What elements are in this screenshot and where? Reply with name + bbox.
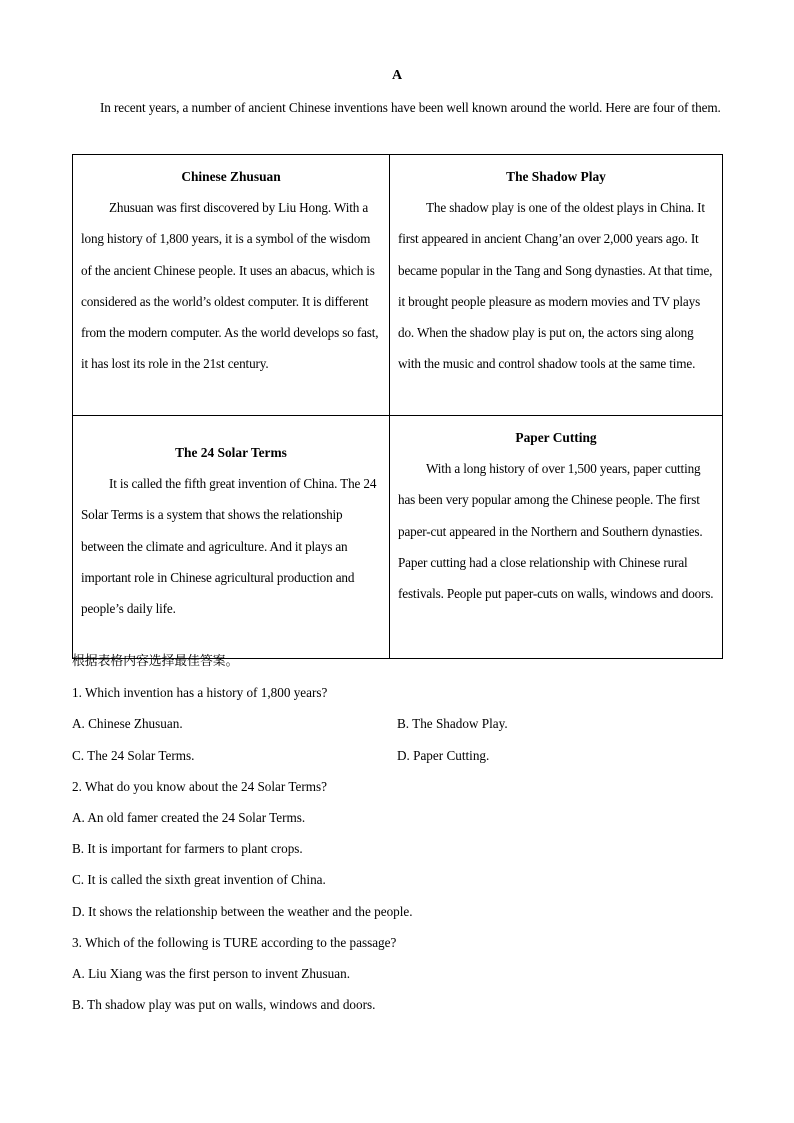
option-a[interactable]: A. Chinese Zhusuan. [72, 716, 183, 732]
instruction-text: 根据表格内容选择最佳答案。 [72, 654, 239, 669]
question-3 [72, 927, 722, 1021]
question-2 [72, 771, 722, 927]
cell-title: Paper Cutting [515, 430, 597, 445]
option-c[interactable]: C. It is called the sixth great invention of China. [72, 872, 326, 888]
cell-title: Chinese Zhusuan [181, 169, 281, 184]
intro-paragraph: In recent years, a number of ancient Chinese inventions have been well known around the world. Here are four of them. [100, 100, 721, 115]
option-b[interactable]: B. It is important for farmers to plant crops. [72, 841, 303, 857]
cell-body: Zhusuan was first discovered by Liu Hong. With a long history of 1,800 years, it is a symbol of the wisdom of the ancient Chinese people. It uses an abacus, which is considered as the world’s oldest computer. It is different from the modern computer. As the world develops so fast, it has lost its role in the 21st century. [81, 200, 379, 372]
option-a[interactable]: A. Liu Xiang was the first person to invent Zhusuan. [72, 966, 350, 982]
table-cell-solar-terms [73, 416, 390, 659]
cell-body: It is called the fifth great invention of China. The 24 Solar Terms is a system that shows the relationship between the climate and agriculture. And it plays an important role in Chinese agricultural production and people’s daily life. [81, 476, 377, 617]
question-1 [72, 677, 722, 771]
cell-title: The Shadow Play [506, 169, 606, 184]
option-a[interactable]: A. An old famer created the 24 Solar Terms. [72, 810, 306, 826]
cell-title: The 24 Solar Terms [175, 445, 287, 460]
cell-body: With a long history of over 1,500 years, paper cutting has been very popular among the Chinese people. The first paper-cut appeared in the Northern and Southern dynasties. Paper cutting had a close relationship with Chinese rural festivals. People put paper-cuts on walls, windows and doors. [398, 461, 714, 602]
option-row [72, 740, 722, 771]
option-b[interactable]: B. The Shadow Play. [397, 716, 508, 732]
option-d[interactable]: D. It shows the relationship between the weather and the people. [72, 903, 413, 919]
table-cell-zhusuan [73, 155, 390, 416]
option-d[interactable]: D. Paper Cutting. [397, 747, 490, 763]
option-c[interactable]: C. The 24 Solar Terms. [72, 747, 195, 763]
questions-section [72, 646, 722, 1020]
table-cell-shadow-play [390, 155, 723, 416]
question-stem: 3. Which of the following is TURE according to the passage? [72, 934, 397, 950]
option-b[interactable]: B. Th shadow play was put on walls, windows and doors. [72, 997, 376, 1013]
question-stem: 2. What do you know about the 24 Solar Terms? [72, 778, 327, 794]
question-stem: 1. Which invention has a history of 1,800 years? [72, 685, 328, 701]
cell-body: The shadow play is one of the oldest plays in China. It first appeared in ancient Chang’an over 2,000 years ago. It became popular in the Tang and Song dynasties. At that time, it brought people pleasure as modern movies and TV plays do. When the shadow play is put on, the actors sing along with the music and control shadow tools at the same time. [398, 200, 713, 372]
option-row [72, 708, 722, 739]
section-title: A [391, 68, 403, 83]
inventions-table [72, 154, 723, 659]
table-cell-paper-cutting [390, 416, 723, 659]
